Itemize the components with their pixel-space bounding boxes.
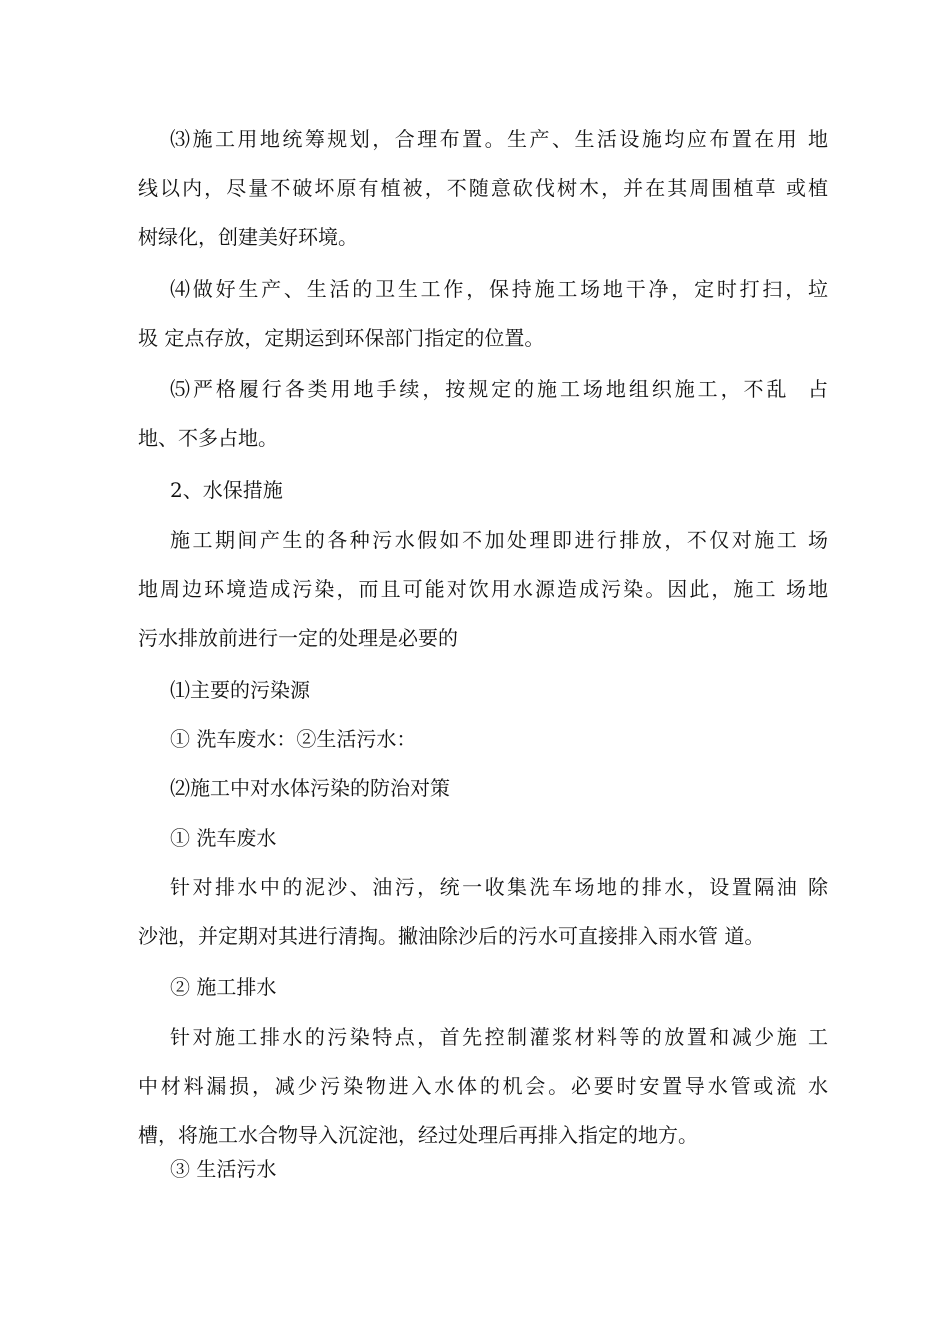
paragraph-line: 树绿化，创建美好环境。 — [138, 225, 358, 249]
paragraph-line: 污水排放前进行一定的处理是必要的 — [138, 626, 458, 650]
paragraph-line: ⑸严格履行各类用地手续，按规定的施工场地组织施工，不乱 占 — [170, 377, 828, 401]
list-item: ② 施工排水 — [170, 975, 277, 999]
list-item: ③ 生活污水 — [170, 1157, 277, 1181]
section-heading: 2、水保措施 — [170, 478, 283, 502]
paragraph-line: ⑶施工用地统筹规划，合理布置。生产、生活设施均应布置在用 地 — [170, 127, 828, 151]
paragraph-line: 地周边环境造成污染，而且可能对饮用水源造成污染。因此，施工 场地 — [138, 577, 828, 601]
paragraph-line: 线以内，尽量不破坏原有植被，不随意砍伐树木，并在其周围植草 或植 — [138, 176, 828, 200]
list-item: ① 洗车废水：②生活污水： — [170, 727, 417, 751]
paragraph-line: 施工期间产生的各种污水假如不加处理即进行排放，不仅对施工 场 — [170, 528, 828, 552]
paragraph-line: 沙池，并定期对其进行清掏。撇油除沙后的污水可直接排入雨水管 道。 — [138, 924, 765, 948]
list-item: ① 洗车废水 — [170, 826, 277, 850]
paragraph-line: 地、不多占地。 — [138, 426, 278, 450]
paragraph-line: 针对排水中的泥沙、油污，统一收集洗车场地的排水，设置隔油 除 — [170, 875, 828, 899]
list-heading: ⑵施工中对水体污染的防治对策 — [170, 776, 450, 800]
paragraph-line: 针对施工排水的污染特点，首先控制灌浆材料等的放置和减少施 工 — [170, 1025, 828, 1049]
paragraph-line: ⑷做好生产、生活的卫生工作，保持施工场地干净，定时打扫，垃 — [170, 277, 828, 301]
list-heading: ⑴主要的污染源 — [170, 678, 310, 702]
paragraph-line: 圾 定点存放，定期运到环保部门指定的位置。 — [138, 326, 545, 350]
paragraph-line: 槽，将施工水合物导入沉淀池，经过处理后再排入指定的地方。 — [138, 1123, 698, 1147]
paragraph-line: 中材料漏损，减少污染物进入水体的机会。必要时安置导水管或流 水 — [138, 1074, 828, 1098]
